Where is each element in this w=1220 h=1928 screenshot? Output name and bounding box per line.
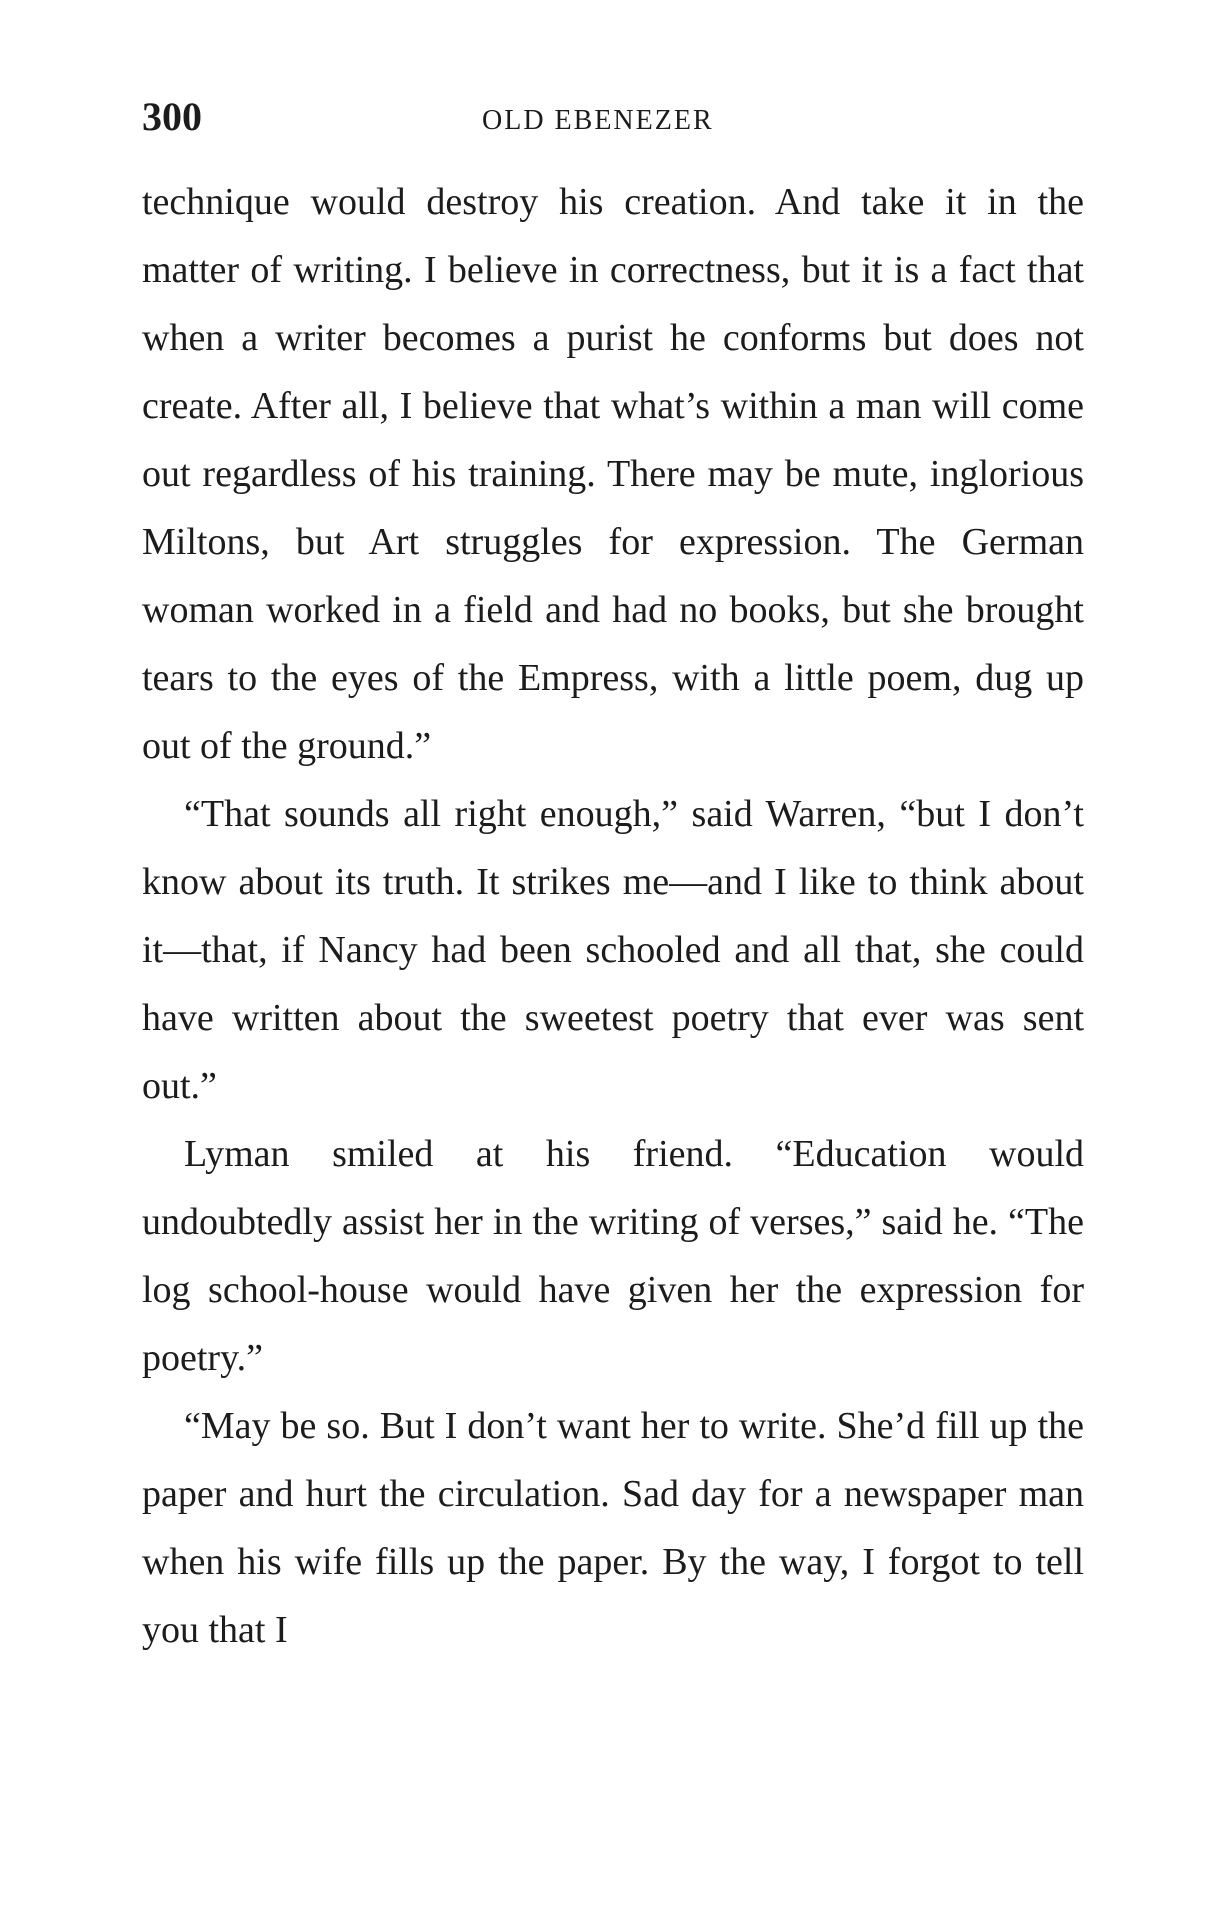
running-title: OLD EBENEZER (482, 105, 714, 136)
paragraph-lyman: Lyman smiled at his friend. “Education would undoubtedly assist her in the writing of verses,” said he. “The log school-house would have given her the expression for poetry.” (142, 1133, 1084, 1379)
paragraph-may-be-so: “May be so. But I don’t want her to write. She’d fill up the paper and hurt the circulation. Sad day for a newspaper man when his wife fills up the paper. By the way, I forgot to tell you that I (142, 1405, 1084, 1651)
paragraph-continued: technique would destroy his creation. And take it in the matter of writing. I believe in correctness, but it is a fact that when a writer becomes a purist he conforms but does not create. After all, I believe that what’s within a man will come out regardless of his training. There may be mute, inglorious Miltons, but Art struggles for expression. The German woman worked in a field and had no books, but she brought tears to the eyes of the Empress, with a little poem, dug up out of the ground.” (142, 181, 1084, 767)
running-head (142, 92, 1082, 142)
paragraph-warren: “That sounds all right enough,” said Warren, “but I don’t know about its truth. It strikes me—and I like to think about it—that, if Nancy had been schooled and all that, she could have written about the sweetest poetry that ever was sent out.” (142, 793, 1084, 1107)
page-number: 300 (142, 94, 202, 139)
body-text (142, 168, 1084, 1664)
